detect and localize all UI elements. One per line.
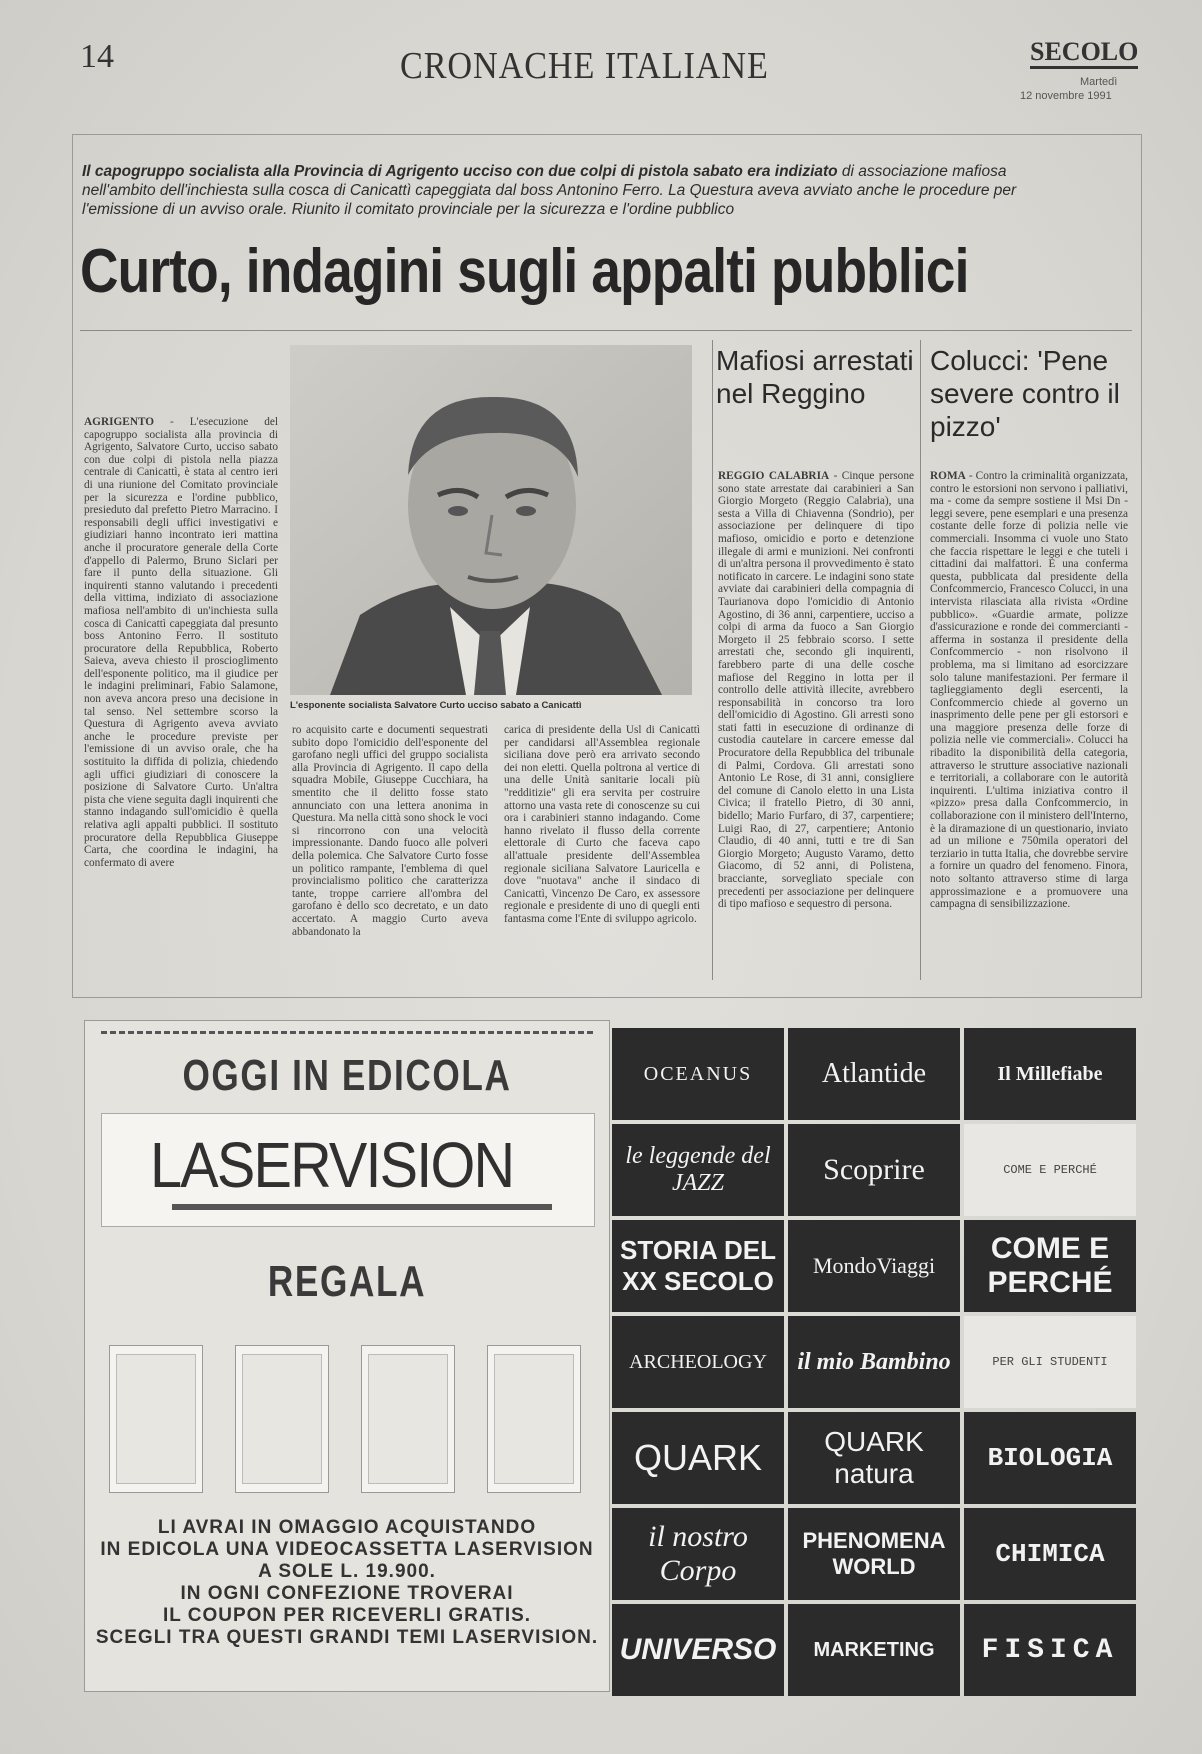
tile-phenomena-world: PHENOMENA WORLD bbox=[788, 1508, 960, 1600]
offer-line: A SOLE L. 19.900. bbox=[258, 1561, 436, 1582]
tile-atlantide: Atlantide bbox=[788, 1028, 960, 1120]
tile-bambino: il mio Bambino bbox=[788, 1316, 960, 1408]
brand-box bbox=[101, 1113, 595, 1227]
tile-studenti: PER GLI STUDENTI bbox=[964, 1316, 1136, 1408]
brand-logo: LASERVISION bbox=[150, 1129, 514, 1201]
offer-line: SCEGLI TRA QUESTI GRANDI TEMI LASERVISION. bbox=[95, 1627, 599, 1648]
column-text: - Cinque persone sono state arrestate dai carabinieri a San Giorgio Morgeto (Reggio Calabria), una sesta a Villa di Chiavenna (Sondrio), per associazione per delinquere di tipo mafioso, omicidio e porto e detenzione illegale di armi e munizioni. Nei confronti di un'altra persona il provvedimento è stato notificato in carcere. Le indagini sono state avviate dai carabinieri della compagnia di Taurianova dopo l'omicidio di Antonio Agostino, di 36 anni, carpentiere, ucciso a colpi di arma da fuoco a San Giorgio Morgeto il 25 febbraio scorso. I sette arrestati che, secondo gli inquirenti, farebbero parte di una delle cosche mafiose del Reggino in lotta per il controllo delle attività illecite, avrebbero responsabilità in concorso tra loro dell'omicidio di Agostino. Gli arresti sono stati fatti in esecuzione di ordinanze di custodia cautelare in carcere emesse dal Procuratore della Repubblica del tribunale di Palmi, Cordova. Gli arrestati sono Antonio Le Rose, di 31 anni, consigliere del comune di Canolo eletto in una Lista Civica; il fratello Pietro, di 30 anni, bidello; Mario Furfaro, di 37, carpentiere; Luigi Rao, di 27, carpentiere; Antonio Claudio, di 40 anni, tutti e tre di San Giorgio Morgeto; Augusto Varamo, detto Giacomo, di 52 anni, di Polistena, bracciante, sorvegliato speciale con precedenti per associazione per delinquere di tipo mafioso e sequestro di persona. bbox=[718, 470, 914, 911]
book-cover bbox=[487, 1345, 581, 1493]
tile-fisica: FISICA bbox=[964, 1604, 1136, 1696]
kicker-rest: di associazione mafiosa nell'ambito dell'inchiesta sulla cosca di Canicattì capeggiata dal boss Antonino Ferro. La Questura aveva avviato anche le procedure per l'emissione di un avviso orale. Riunito il comitato provinciale per la sicurezza e l'ordine pubblico bbox=[82, 163, 1017, 218]
sidebar-text-mafiosi bbox=[718, 470, 914, 980]
column-divider bbox=[712, 340, 713, 980]
article-kicker bbox=[82, 162, 1082, 219]
section-title: CRONACHE ITALIANE bbox=[400, 45, 769, 87]
ad-headline: OGGI IN EDICOLA bbox=[182, 1051, 512, 1100]
tile-quark-natura: QUARK natura bbox=[788, 1412, 960, 1504]
laservision-ad bbox=[84, 1020, 610, 1692]
article-column-2: ro acquisito carte e documenti sequestrati subito dopo l'omicidio dell'esponente del garofano negli uffici del gruppo socialista alla Provincia di Agrigento. Il capo della squadra Mobile, Giuseppe Cucchiara, ha smentito che il delitto fosse stato annunciato con una lettera anonima in Questura. Ma nella città sono shock le voci si rincorrono con una velocità impressionante. Dando fuoco alle polveri della polemica. Che Salvatore Curto fosse un politico rampante, l'emblema di quel provincialismo politico che caratterizza tante, troppe carriere all'ombra del garofano è dello sco decretato, e un dato accertato. A maggio Curto aveva abbandonato la bbox=[292, 724, 488, 938]
tile-jazz: le leggende del JAZZ bbox=[612, 1124, 784, 1216]
sidebar-title-colucci: Colucci: 'Pene severe contro il pizzo' bbox=[930, 345, 1120, 442]
article-column-3: carica di presidente della Usl di Canicattì per candidarsi all'Assemblea regionale siciliana dove però era arrivato secondo dei non eletti. Quella poltrona al vertice di una delle Unità sanitarie locali più "redditizie" gli era servita per costruire attorno una vasta rete di conoscenze su cui ora i carabinieri stanno indagando. Come hanno rivelato il flusso della corrente elettorale di Curto che faceva capo all'attuale presidente dell'Assemblea regionale siciliana Salvatore Lauricella e dove "nuotava" anche il sindaco di Canicattì, Vincenzo De Caro, ex assessore regionale e presidente di uno di quegli enti fantasma come l'Ente di sviluppo agricolo. bbox=[504, 724, 700, 925]
tile-mondoviaggi: MondoViaggi bbox=[788, 1220, 960, 1312]
kicker-bold: Il capogruppo socialista alla Provincia di Agrigento ucciso con due colpi di pistola sabato era indiziato bbox=[82, 163, 838, 180]
offer-line: IL COUPON PER RICEVERLI GRATIS. bbox=[162, 1605, 532, 1626]
column-text: - L'esecuzione del capogruppo socialista alla provincia di Agrigento, Salvatore Curto, ucciso sabato con due colpi di pistola nella piazza centrale di Canicattì, è stata al centro ieri di una riunione del Comitato provinciale per la sicurezza e l'ordine pubblico, presieduto dal prefetto Pietro Marracino. I responsabili degli uffici investigativi e giudiziari hanno incontrato ieri mattina anche il procuratore generale della Corte d'appello di Palermo, Bruno Siclari per fare il punto della situazione. Gli inquirenti stanno valutando i precedenti della vittima, indiziato di associazione mafiosa nell'ambito di un'inchiesta sulla cosca di Canicattì capeggiata dal presunto boss Antonino Ferro. Il sostituto procuratore della Repubblica, Roberto Saieva, aveva chiesto il proscioglimento dell'esponente politico, ma il giudice per le indagini preliminari, Fabio Salamone, non aveva ancora preso una decisione in tal senso. Nel settembre scorso la Questura di Agrigento aveva avviato anche le procedure previste per l'emissione di un avviso orale, che ha sostituito la diffida di polizia, chiedendo agli uffici giudiziari di conoscere la posizione di Salvatore Curto. Un'altra pista che viene seguita dagli inquirenti che stanno indagando sull'omicidio è quella relativa agli appalti pubblici. Il sostituto procuratore della Repubblica Giuseppe Carta, che coordina le indagini, ha confermato di avere bbox=[84, 416, 278, 869]
page-number: 14 bbox=[80, 38, 114, 75]
column-divider bbox=[920, 340, 921, 980]
tile-corpo: il nostro Corpo bbox=[612, 1508, 784, 1600]
photo-caption: L'esponente socialista Salvatore Curto ucciso sabato a Canicattì bbox=[290, 700, 582, 711]
tile-scoprire: Scoprire bbox=[788, 1124, 960, 1216]
tile-millefiabe: Il Millefiabe bbox=[964, 1028, 1136, 1120]
tile-universo: UNIVERSO bbox=[612, 1604, 784, 1696]
article-column-1 bbox=[84, 416, 278, 980]
dashed-border bbox=[101, 1031, 593, 1034]
laservision-titles-grid bbox=[612, 1028, 1140, 1690]
date: 12 novembre 1991 bbox=[1020, 90, 1112, 102]
dateline: ROMA bbox=[930, 470, 966, 482]
ad-regala: REGALA bbox=[267, 1257, 427, 1306]
tile-come-perche: COME E PERCHÉ bbox=[964, 1220, 1136, 1312]
date-day: Martedì bbox=[1080, 76, 1118, 88]
column-text: - Contro la criminalità organizzata, contro le estorsioni non servono i palliativi, ma - come da sempre sostiene il Msi Dn - leggi severe, pene esemplari e una presenza costante delle forze di polizia nelle vie commerciali. Insomma ci vuole uno Stato che faccia rispettare le leggi e che tuteli i cittadini dai malfattori. È una conferma questa, pubblicata dal presidente della Confcommercio, Francesco Colucci, in una intervista rilasciata alla rivista «Ordine pubblico». «Guardie armate, polizze d'assicurazione e ronde dei commercianti - afferma in sostanza il presidente della Confcommercio - non risolvono il problema, ma si limitano ad esorcizzare solo talune manifestazioni. Per fermare il taglieggiamento degli esercenti, la Confcommercio chiede al governo un inasprimento delle pene per gli estorsori e una maggiore presenza delle forze di polizia nelle vie commerciali». Colucci ha ribadito la disponibilità della categoria, attraverso le strutture associative nazionali e territoriali, a collaborare con le autorità inquirenti. L'ultima iniziativa contro il «pizzo» presa dalla Confcommercio, in collaborazione con il ministero dell'Interno, è la diramazione di un questionario, inviato ad un milione e 750mila operatori del terziario in tutta Italia, che dovrebbe servire a fornire un quadro del fenomeno. Finora, noto soltanto attraverso stime di larga approssimazione e a promuovere una campagna di sensibilizzazione. bbox=[930, 470, 1128, 911]
headline: Curto, indagini sugli appalti pubblici bbox=[80, 237, 969, 306]
tile-archeology: ARCHEOLOGY bbox=[612, 1316, 784, 1408]
tile-biologia: BIOLOGIA bbox=[964, 1412, 1136, 1504]
tile-chimica: CHIMICA bbox=[964, 1508, 1136, 1600]
paper-logo: SECOLO bbox=[1030, 38, 1138, 69]
dateline: REGGIO CALABRIA bbox=[718, 470, 830, 482]
tile-oceanus: OCEANUS bbox=[612, 1028, 784, 1120]
portrait-photo bbox=[290, 345, 692, 695]
sidebar-text-colucci bbox=[930, 470, 1128, 980]
book-cover bbox=[235, 1345, 329, 1493]
offer-line: IN EDICOLA UNA VIDEOCASSETTA LASERVISION bbox=[100, 1539, 594, 1560]
brand-underline bbox=[172, 1204, 552, 1210]
book-cover bbox=[361, 1345, 455, 1493]
portrait-image bbox=[290, 345, 692, 695]
tile-marketing: MARKETING bbox=[788, 1604, 960, 1696]
offer-line: IN OGNI CONFEZIONE TROVERAI bbox=[180, 1583, 514, 1604]
tile-come-perche-text: COME E PERCHÉ bbox=[964, 1124, 1136, 1216]
sidebar-title-mafiosi: Mafiosi arrestati nel Reggino bbox=[716, 345, 914, 409]
tile-storia: STORIA DEL XX SECOLO bbox=[612, 1220, 784, 1312]
book-cover bbox=[109, 1345, 203, 1493]
divider bbox=[80, 330, 1132, 331]
dateline: AGRIGENTO bbox=[84, 416, 155, 428]
tile-quark: QUARK bbox=[612, 1412, 784, 1504]
offer-line: LI AVRAI IN OMAGGIO ACQUISTANDO bbox=[157, 1517, 537, 1538]
